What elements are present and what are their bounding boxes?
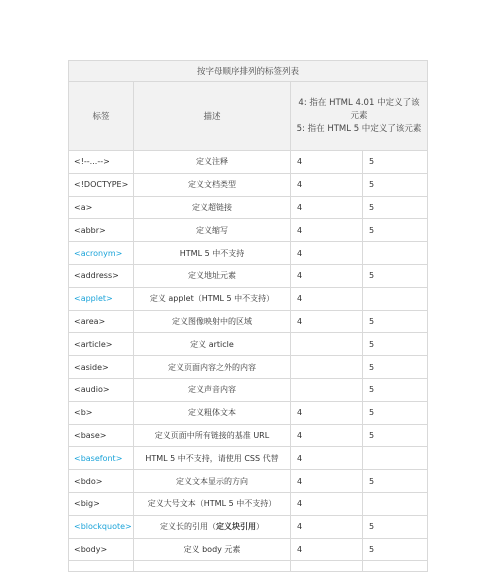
html5-cell: 5 — [363, 219, 428, 242]
tag-cell: <bdo> — [69, 470, 134, 493]
tag-cell[interactable]: <acronym> — [69, 242, 134, 265]
table-body — [69, 151, 428, 572]
html4-cell — [291, 378, 363, 401]
tag-cell: <article> — [69, 333, 134, 356]
table-row — [69, 333, 428, 356]
html4-cell: 4 — [291, 287, 363, 310]
tag-cell: <big> — [69, 492, 134, 515]
html4-cell: 4 — [291, 401, 363, 424]
header-tag: 标签 — [69, 82, 134, 151]
html5-cell: 5 — [363, 515, 428, 538]
tag-cell: <aside> — [69, 356, 134, 379]
table-row — [69, 356, 428, 379]
table-row — [69, 378, 428, 401]
tag-cell: <!--...--> — [69, 151, 134, 174]
html4-cell: 4 — [291, 151, 363, 174]
empty-cell — [69, 561, 134, 572]
tag-cell: <!DOCTYPE> — [69, 173, 134, 196]
table-row — [69, 538, 428, 561]
table-row — [69, 515, 428, 538]
html4-cell: 4 — [291, 196, 363, 219]
empty-cell — [363, 561, 428, 572]
description-cell: 定义文本显示的方向 — [134, 470, 291, 493]
description-cell: 定义大号文本（HTML 5 中不支持） — [134, 492, 291, 515]
html4-cell: 4 — [291, 470, 363, 493]
table-row — [69, 264, 428, 287]
description-cell: 定义超链接 — [134, 196, 291, 219]
header-versions — [291, 82, 428, 151]
header-description: 描述 — [134, 82, 291, 151]
tag-cell: <address> — [69, 264, 134, 287]
html5-cell: 5 — [363, 310, 428, 333]
table-header-row — [69, 82, 428, 151]
html5-cell — [363, 242, 428, 265]
description-cell: 定义缩写 — [134, 219, 291, 242]
description-cell: 定义页面中所有链接的基准 URL — [134, 424, 291, 447]
tag-cell: <base> — [69, 424, 134, 447]
table-row — [69, 173, 428, 196]
html5-cell: 5 — [363, 401, 428, 424]
description-cell: 定义图像映射中的区域 — [134, 310, 291, 333]
description-cell: HTML 5 中不支持 — [134, 242, 291, 265]
table-row — [69, 492, 428, 515]
table-caption-row — [69, 61, 428, 82]
html4-cell: 4 — [291, 264, 363, 287]
tag-cell[interactable]: <blockquote> — [69, 515, 134, 538]
tag-cell: <b> — [69, 401, 134, 424]
empty-cell — [291, 561, 363, 572]
description-cell: 定义文档类型 — [134, 173, 291, 196]
tag-cell[interactable]: <applet> — [69, 287, 134, 310]
html4-cell: 4 — [291, 310, 363, 333]
table-row — [69, 470, 428, 493]
description-text: 定义长的引用（ — [160, 522, 216, 532]
html5-cell: 5 — [363, 333, 428, 356]
html4-cell: 4 — [291, 219, 363, 242]
html4-cell: 4 — [291, 242, 363, 265]
tag-list-table-wrapper — [68, 60, 427, 572]
html4-cell: 4 — [291, 447, 363, 470]
html5-cell: 5 — [363, 470, 428, 493]
description-cell — [134, 515, 291, 538]
html5-cell: 5 — [363, 196, 428, 219]
description-emphasis: 定义块引用 — [216, 522, 256, 532]
table-row — [69, 151, 428, 174]
description-cell: 定义页面内容之外的内容 — [134, 356, 291, 379]
html5-cell: 5 — [363, 356, 428, 379]
description-cell: 定义声音内容 — [134, 378, 291, 401]
empty-cell — [134, 561, 291, 572]
description-cell: 定义地址元素 — [134, 264, 291, 287]
table-row — [69, 424, 428, 447]
html4-cell — [291, 333, 363, 356]
description-cell: 定义注释 — [134, 151, 291, 174]
description-cell: 定义粗体文本 — [134, 401, 291, 424]
html4-cell: 4 — [291, 173, 363, 196]
tag-cell: <abbr> — [69, 219, 134, 242]
description-cell: 定义 body 元素 — [134, 538, 291, 561]
html5-cell: 5 — [363, 173, 428, 196]
html4-cell: 4 — [291, 538, 363, 561]
html5-cell: 5 — [363, 151, 428, 174]
description-cell: 定义 applet（HTML 5 中不支持） — [134, 287, 291, 310]
html4-cell: 4 — [291, 492, 363, 515]
tag-cell: <body> — [69, 538, 134, 561]
html4-cell: 4 — [291, 515, 363, 538]
header-html5: 5: 指在 HTML 5 中定义了该元素 — [296, 123, 422, 134]
description-text-end: ） — [256, 522, 264, 532]
table-row — [69, 310, 428, 333]
html5-cell: 5 — [363, 424, 428, 447]
html5-cell — [363, 287, 428, 310]
html5-cell — [363, 447, 428, 470]
header-html4: 4: 指在 HTML 4.01 中定义了该元素 — [298, 97, 420, 121]
table-row-cutoff — [69, 561, 428, 572]
tag-list-table — [68, 60, 428, 572]
html4-cell — [291, 356, 363, 379]
tag-cell: <audio> — [69, 378, 134, 401]
table-caption: 按字母顺序排列的标签列表 — [69, 61, 428, 82]
description-cell: 定义 article — [134, 333, 291, 356]
html5-cell: 5 — [363, 538, 428, 561]
table-row — [69, 242, 428, 265]
tag-cell: <a> — [69, 196, 134, 219]
tag-cell[interactable]: <basefont> — [69, 447, 134, 470]
table-row — [69, 447, 428, 470]
table-row — [69, 401, 428, 424]
html5-cell: 5 — [363, 264, 428, 287]
tag-cell: <area> — [69, 310, 134, 333]
table-row — [69, 287, 428, 310]
html5-cell — [363, 492, 428, 515]
table-row — [69, 219, 428, 242]
html4-cell: 4 — [291, 424, 363, 447]
table-row — [69, 196, 428, 219]
description-cell: HTML 5 中不支持，请使用 CSS 代替 — [134, 447, 291, 470]
html5-cell: 5 — [363, 378, 428, 401]
